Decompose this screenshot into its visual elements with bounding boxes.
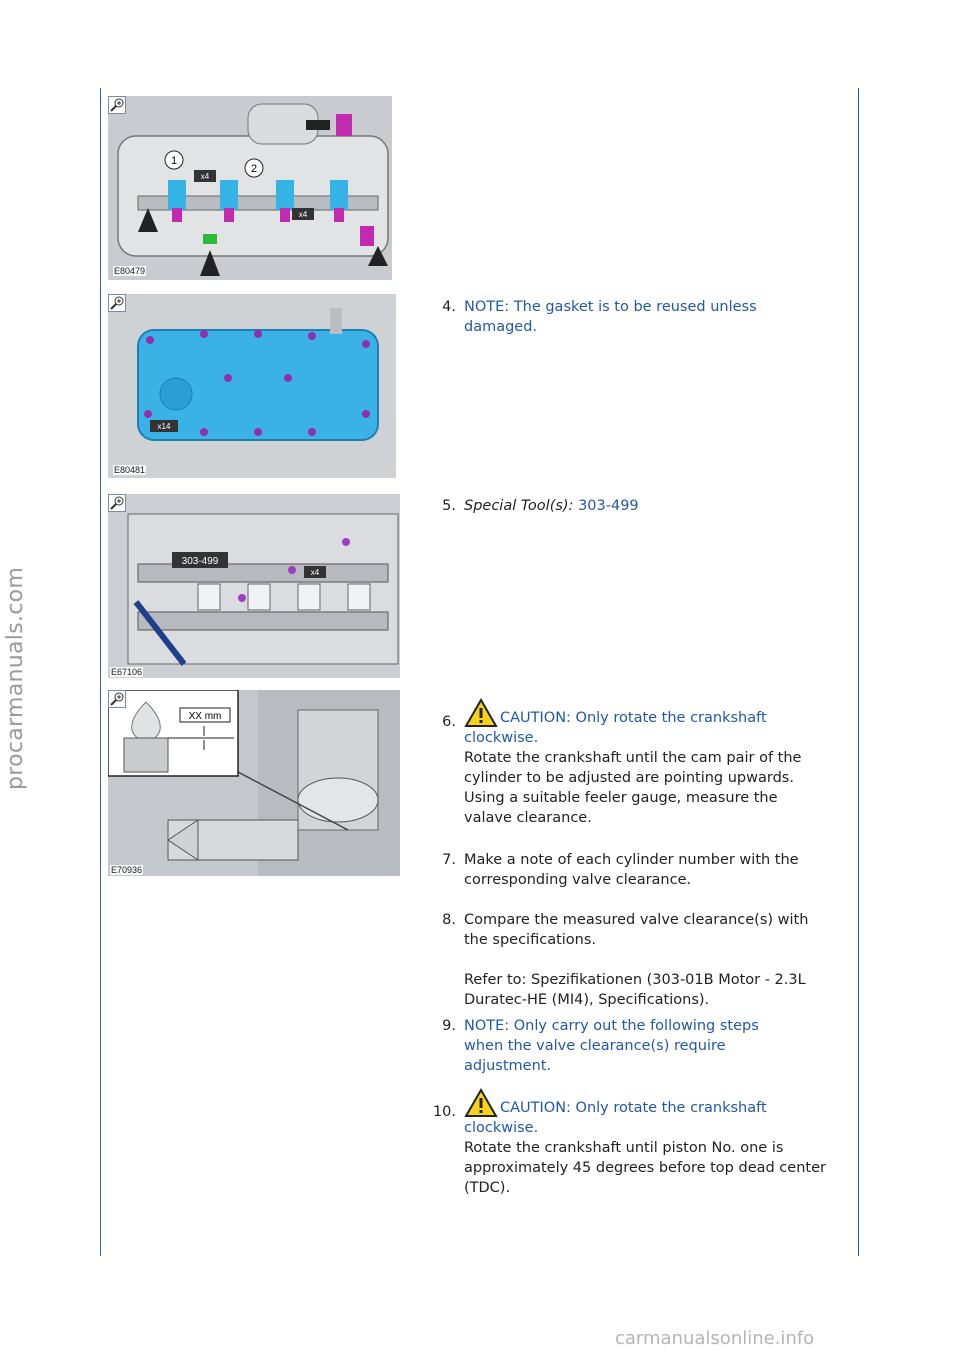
right-margin-rule <box>858 88 859 1256</box>
step-content <box>464 910 856 1010</box>
bottom-watermark: carmanualsonline.info <box>615 1328 815 1349</box>
note-text: NOTE: Only carry out the following steps <box>464 1018 759 1034</box>
callout-2: 2 <box>250 163 258 175</box>
step-text: Make a note of each cylinder number with the <box>464 852 799 868</box>
step-content <box>464 850 856 890</box>
step-text: Compare the measured valve clearance(s) with <box>464 912 809 928</box>
step-content <box>464 1016 856 1076</box>
callout-x4: x4 <box>310 568 320 577</box>
caution-text: clockwise. <box>464 730 539 746</box>
special-tools-label: Special Tool(s): <box>464 498 574 514</box>
warning-triangle-icon <box>464 698 498 728</box>
caution-text: clockwise. <box>464 1120 539 1136</box>
step-number: 4. <box>442 299 456 315</box>
zoom-in-icon[interactable] <box>108 690 126 708</box>
step-number: 5. <box>442 498 456 514</box>
left-margin-rule <box>100 88 101 1256</box>
figure-code: E67106 <box>111 667 143 677</box>
figure-camshaft-tool[interactable] <box>108 494 400 678</box>
step-text: (TDC). <box>464 1180 511 1196</box>
step-number: 10. <box>432 1104 456 1120</box>
callout-x4: x4 <box>298 210 308 219</box>
caution-line <box>464 1088 856 1118</box>
note-text: adjustment. <box>464 1058 552 1074</box>
side-watermark: procarmanuals.com <box>3 566 28 790</box>
step-text: corresponding valve clearance. <box>464 872 692 888</box>
valve-cover-illustration <box>108 294 396 478</box>
caution-line <box>464 698 856 728</box>
step-text: approximately 45 degrees before top dead center <box>464 1160 826 1176</box>
callout-tool-number: 303-499 <box>181 556 219 567</box>
tool-link[interactable]: 303-499 <box>578 498 639 514</box>
note-text: NOTE: The gasket is to be reused unless <box>464 299 757 315</box>
step-content <box>464 698 856 828</box>
step-text: the specifications. <box>464 932 597 948</box>
figure-valve-cover[interactable] <box>108 294 396 478</box>
zoom-in-icon[interactable] <box>108 294 126 312</box>
step-number: 8. <box>442 912 456 928</box>
step-text: Rotate the crankshaft until the cam pair of the <box>464 750 802 766</box>
figure-feeler-gauge[interactable] <box>108 690 400 876</box>
reference-text[interactable]: Refer to: Spezifikationen (303-01B Motor - 2.3L <box>464 972 806 988</box>
reference-text[interactable]: Duratec-HE (MI4), Specifications). <box>464 992 710 1008</box>
step-text: Rotate the crankshaft until piston No. one is <box>464 1140 784 1156</box>
step-content <box>464 1088 856 1198</box>
figure-code: E80479 <box>114 266 146 276</box>
step-text: Using a suitable feeler gauge, measure the <box>464 790 778 806</box>
camshaft-tool-illustration <box>108 494 400 678</box>
step-text: cylinder to be adjusted are pointing upwards. <box>464 770 794 786</box>
step-number: 6. <box>442 714 456 730</box>
zoom-in-icon[interactable] <box>108 494 126 512</box>
step-content <box>464 496 856 516</box>
step-content <box>464 297 856 337</box>
callout-x14: x14 <box>157 422 171 431</box>
callout-1: 1 <box>170 155 178 167</box>
step-number: 7. <box>442 852 456 868</box>
caution-text: CAUTION: Only rotate the crankshaft <box>500 710 767 726</box>
step-number: 9. <box>442 1018 456 1034</box>
feeler-gauge-illustration <box>108 690 400 876</box>
warning-triangle-icon <box>464 1088 498 1118</box>
figure-code: E80481 <box>114 465 146 475</box>
callout-gauge-size: XX mm <box>188 711 222 722</box>
figure-ignition-coils[interactable] <box>108 96 392 280</box>
zoom-in-icon[interactable] <box>108 96 126 114</box>
ignition-coils-illustration <box>108 96 392 280</box>
figure-code: E70936 <box>111 865 143 875</box>
step-text: valave clearance. <box>464 810 592 826</box>
note-text: damaged. <box>464 319 538 335</box>
note-text: when the valve clearance(s) require <box>464 1038 726 1054</box>
caution-text: CAUTION: Only rotate the crankshaft <box>500 1100 767 1116</box>
callout-x4: x4 <box>200 172 210 181</box>
